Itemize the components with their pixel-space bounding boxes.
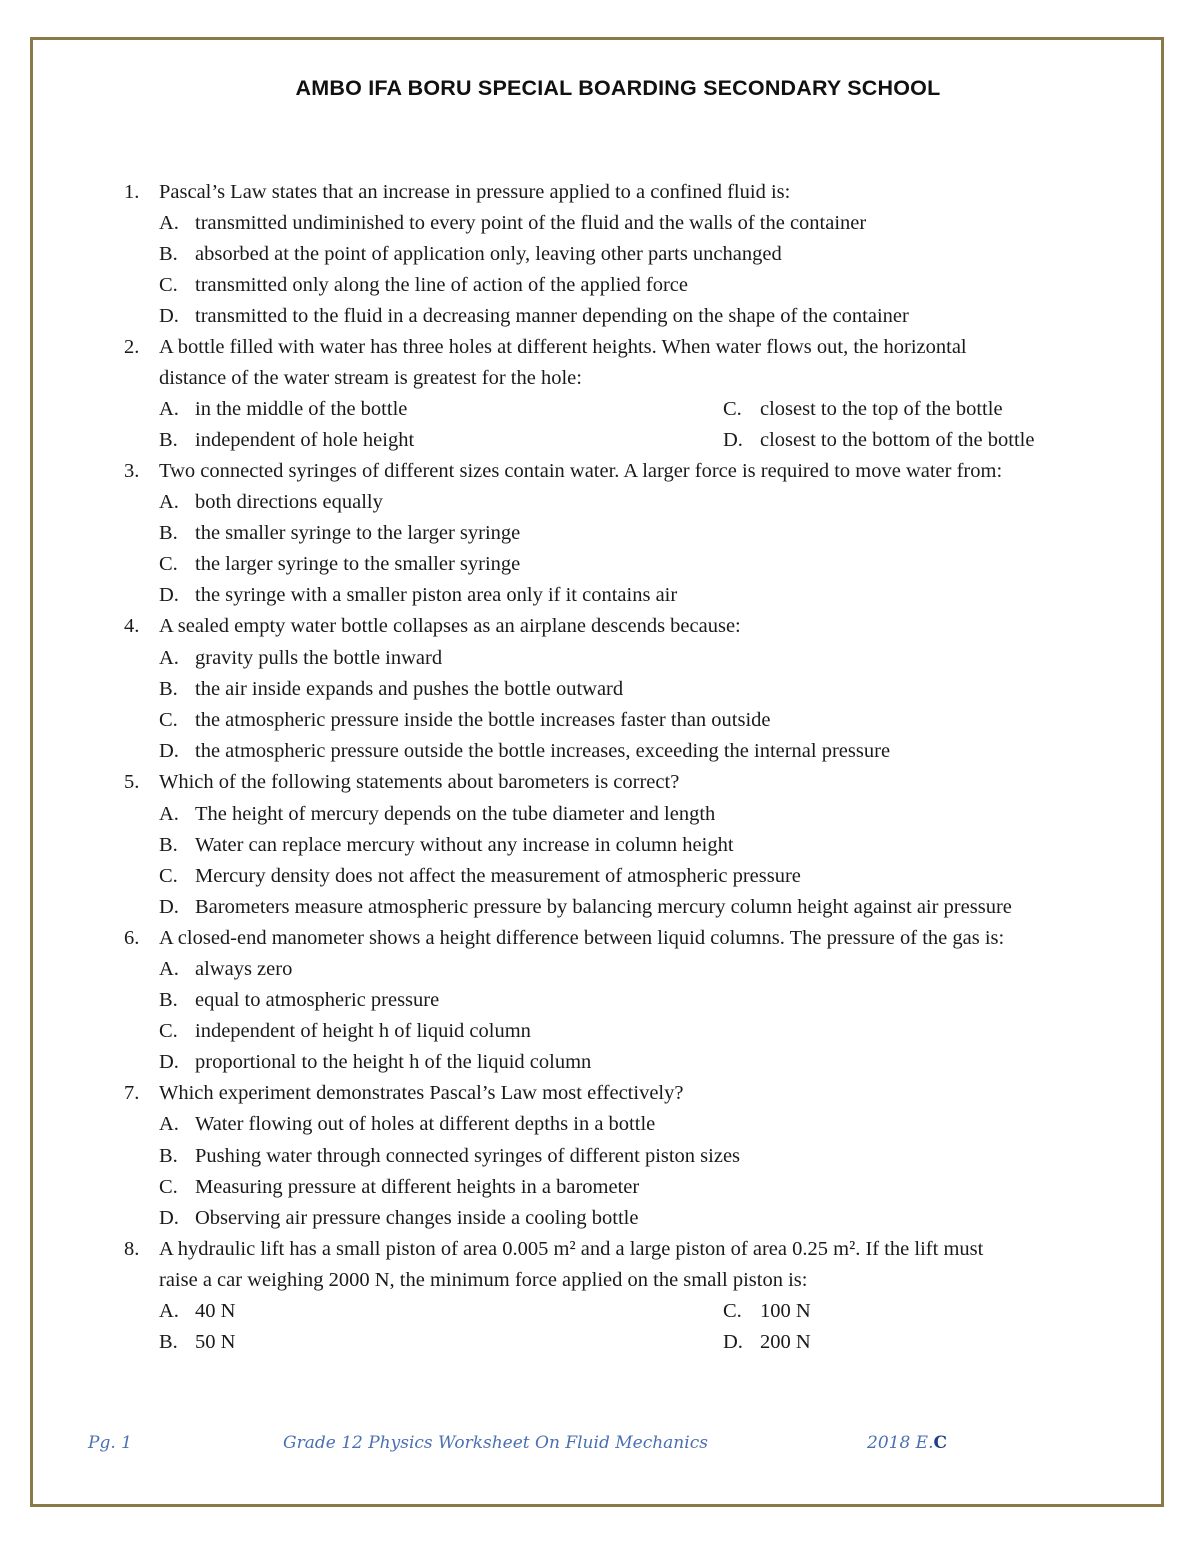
option-letter: C. [159,1020,178,1042]
option-letter: C. [159,274,178,296]
footer-page-number: Pg. 1 [88,1433,132,1453]
option-letter: C. [723,398,742,420]
option-text: closest to the top of the bottle [760,398,1003,420]
option-text: The height of mercury depends on the tube diameter and length [195,803,716,825]
option-text: the smaller syringe to the larger syringe [195,522,521,544]
option-letter: A. [159,958,179,980]
option-letter: B. [159,678,178,700]
option-letter: C. [159,1176,178,1198]
question-number: 7. [124,1082,140,1104]
option-text: absorbed at the point of application only, leaving other parts unchanged [195,243,782,265]
option-text: 40 N [195,1300,236,1322]
option-text: independent of hole height [195,429,415,451]
option-text: Mercury density does not affect the measurement of atmospheric pressure [195,865,801,887]
question-number: 1. [124,181,140,203]
option-text: always zero [195,958,293,980]
option-letter: D. [159,305,179,327]
option-text: transmitted undiminished to every point of the fluid and the walls of the container [195,212,867,234]
option-letter: B. [159,1145,178,1167]
option-text: the larger syringe to the smaller syringe [195,553,521,575]
question-text: raise a car weighing 2000 N, the minimum force applied on the small piston is: [159,1269,808,1291]
question-text: A hydraulic lift has a small piston of area 0.005 m² and a large piston of area 0.25 m². If the lift must [159,1238,984,1260]
option-letter: B. [159,834,178,856]
option-text: equal to atmospheric pressure [195,989,440,1011]
question-number: 3. [124,460,140,482]
question-text: A bottle filled with water has three holes at different heights. When water flows out, the horizontal [159,336,967,358]
question-text: Pascal’s Law states that an increase in pressure applied to a confined fluid is: [159,181,791,203]
option-letter: B. [159,429,178,451]
option-text: transmitted only along the line of action of the applied force [195,274,688,296]
option-text: in the middle of the bottle [195,398,408,420]
option-text: 50 N [195,1331,236,1353]
question-text: A closed-end manometer shows a height difference between liquid columns. The pressure of the gas is: [159,927,1005,949]
school-title: AMBO IFA BORU SPECIAL BOARDING SECONDARY SCHOOL [295,76,941,100]
question-text: Two connected syringes of different sizes contain water. A larger force is required to move water from: [159,460,1003,482]
option-text: proportional to the height h of the liquid column [195,1051,592,1073]
option-text: both directions equally [195,491,383,513]
option-letter: C. [723,1300,742,1322]
option-letter: B. [159,989,178,1011]
question-number: 8. [124,1238,140,1260]
option-text: the syringe with a smaller piston area only if it contains air [195,584,678,606]
option-letter: A. [159,1300,179,1322]
question-number: 6. [124,927,140,949]
option-text: Barometers measure atmospheric pressure by balancing mercury column height against air pressure [195,896,1012,918]
question-number: 2. [124,336,140,358]
option-letter: D. [159,1051,179,1073]
option-letter: D. [723,1331,743,1353]
question-number: 4. [124,615,140,637]
option-text: Pushing water through connected syringes of different piston sizes [195,1145,741,1167]
option-letter: A. [159,212,179,234]
option-text: gravity pulls the bottle inward [195,647,443,669]
option-text: Observing air pressure changes inside a cooling bottle [195,1207,639,1229]
question-text: distance of the water stream is greatest for the hole: [159,367,582,389]
option-letter: D. [159,584,179,606]
option-text: the atmospheric pressure outside the bottle increases, exceeding the internal pressure [195,740,891,762]
footer-year-suffix: C [933,1433,948,1453]
option-letter: B. [159,522,178,544]
option-text: Water can replace mercury without any increase in column height [195,834,734,856]
option-letter: C. [159,865,178,887]
option-letter: C. [159,709,178,731]
footer-year-text: 2018 E. [867,1433,934,1453]
footer-year [867,1433,947,1453]
option-letter: C. [159,553,178,575]
option-text: independent of height h of liquid column [195,1020,531,1042]
option-text: Measuring pressure at different heights in a barometer [195,1176,640,1198]
option-text: closest to the bottom of the bottle [760,429,1035,451]
option-letter: A. [159,491,179,513]
option-letter: A. [159,398,179,420]
footer-title: Grade 12 Physics Worksheet On Fluid Mechanics [283,1433,708,1453]
option-text: 200 N [760,1331,811,1353]
option-text: 100 N [760,1300,811,1322]
question-text: Which experiment demonstrates Pascal’s Law most effectively? [159,1082,684,1104]
option-letter: D. [159,740,179,762]
option-text: transmitted to the fluid in a decreasing manner depending on the shape of the container [195,305,909,327]
option-letter: B. [159,1331,178,1353]
option-letter: A. [159,647,179,669]
option-letter: D. [159,1207,179,1229]
option-text: the atmospheric pressure inside the bottle increases faster than outside [195,709,771,731]
option-letter: D. [723,429,743,451]
option-letter: A. [159,1113,179,1135]
option-text: Water flowing out of holes at different depths in a bottle [195,1113,656,1135]
option-text: the air inside expands and pushes the bottle outward [195,678,624,700]
question-text: A sealed empty water bottle collapses as an airplane descends because: [159,615,741,637]
option-letter: D. [159,896,179,918]
question-number: 5. [124,771,140,793]
question-text: Which of the following statements about barometers is correct? [159,771,680,793]
option-letter: A. [159,803,179,825]
option-letter: B. [159,243,178,265]
